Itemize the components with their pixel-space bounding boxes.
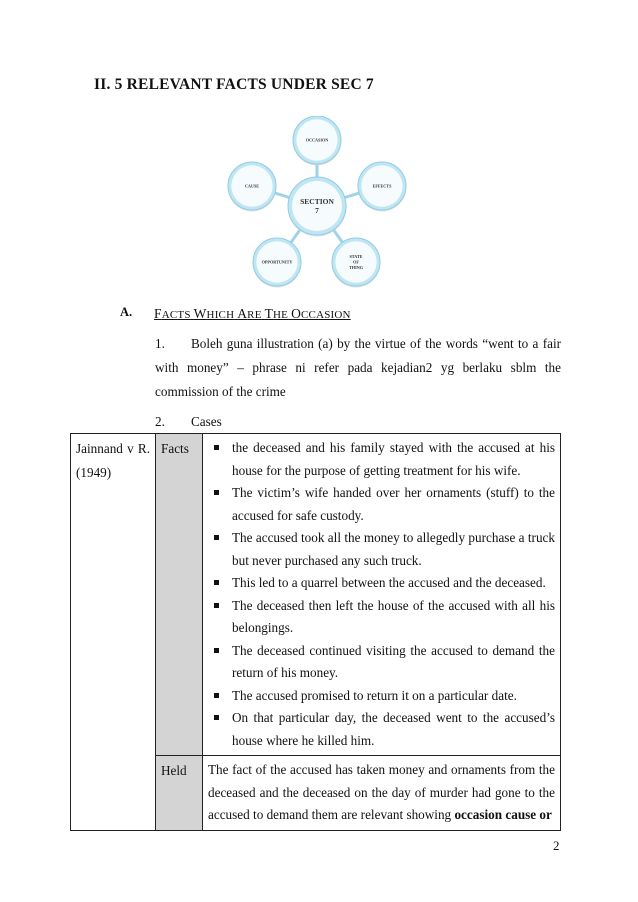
held-text-bold: occasion cause or	[454, 807, 552, 822]
diagram-label: OF	[353, 259, 359, 265]
opportunity-node	[253, 238, 301, 288]
fact-item: This led to a quarrel between the accused and the deceased.	[208, 572, 555, 595]
fact-item: The victim’s wife handed over her ornaments (stuff) to the accused for safe custody.	[208, 482, 555, 527]
fact-item: On that particular day, the deceased went to the accused’s house where he killed him.	[208, 707, 555, 752]
state-of-thing-node	[332, 238, 380, 288]
paragraph-1	[155, 332, 561, 404]
diagram-label: OCCASION	[305, 137, 329, 143]
paragraph-2-number: 2.	[155, 414, 165, 429]
held-text-plain: The fact of the accused has taken money and ornaments from the deceased and the deceased on the day of murder had gone to the accused to demand them are relevant showing	[208, 762, 555, 822]
diagram-label: 7	[315, 206, 319, 216]
subsection-title-text: FACTS WHICH ARE THE OCCASION	[154, 306, 351, 321]
page-number: 2	[553, 838, 560, 853]
table-row-facts	[71, 434, 561, 756]
diagram-label: CAUSE	[244, 183, 260, 189]
facts-cell	[203, 434, 561, 756]
section-7-diagram	[222, 116, 412, 291]
fact-item: The accused took all the money to allegedly purchase a truck but never purchased any such truck.	[208, 527, 555, 572]
diagram-label: OPPORTUNITY	[261, 259, 293, 265]
case-name-cell: Jainnand v R. (1949)	[71, 434, 156, 831]
fact-item: The deceased continued visiting the accused to demand the return of his money.	[208, 640, 555, 685]
paragraph-2-text: Cases	[191, 414, 222, 429]
paragraph-1-number: 1.	[155, 336, 165, 351]
cause-node	[228, 162, 276, 212]
diagram-label: EFFECTS	[372, 183, 392, 189]
diagram-bubbles	[228, 116, 406, 288]
held-text	[208, 759, 555, 827]
diagram-label: STATE	[349, 253, 363, 259]
fact-item: the deceased and his family stayed with the accused at his house for the purpose of getting treatment for his wife.	[208, 437, 555, 482]
paragraph-2	[155, 414, 222, 430]
fact-item: The deceased then left the house of the accused with all his belongings.	[208, 595, 555, 640]
held-label-cell: Held	[156, 756, 203, 831]
occasion-node	[293, 116, 341, 166]
facts-list	[208, 437, 555, 752]
held-cell	[203, 756, 561, 831]
cases-table	[70, 433, 561, 831]
section-heading: II. 5 RELEVANT FACTS UNDER SEC 7	[94, 76, 374, 93]
diagram-label: SECTION	[300, 197, 334, 207]
diagram-label: THING	[349, 265, 363, 271]
section-7-center-node	[288, 177, 346, 237]
subsection-letter: A.	[120, 305, 133, 319]
effects-node	[358, 162, 406, 212]
paragraph-1-text: Boleh guna illustration (a) by the virtue of the words “went to a fair with money” – phrase ni refer pada kejadian2 yg berlaku sblm the commission of the crime	[155, 336, 561, 399]
subsection-title	[154, 306, 351, 322]
fact-item: The accused promised to return it on a particular date.	[208, 685, 555, 708]
facts-label-cell: Facts	[156, 434, 203, 756]
